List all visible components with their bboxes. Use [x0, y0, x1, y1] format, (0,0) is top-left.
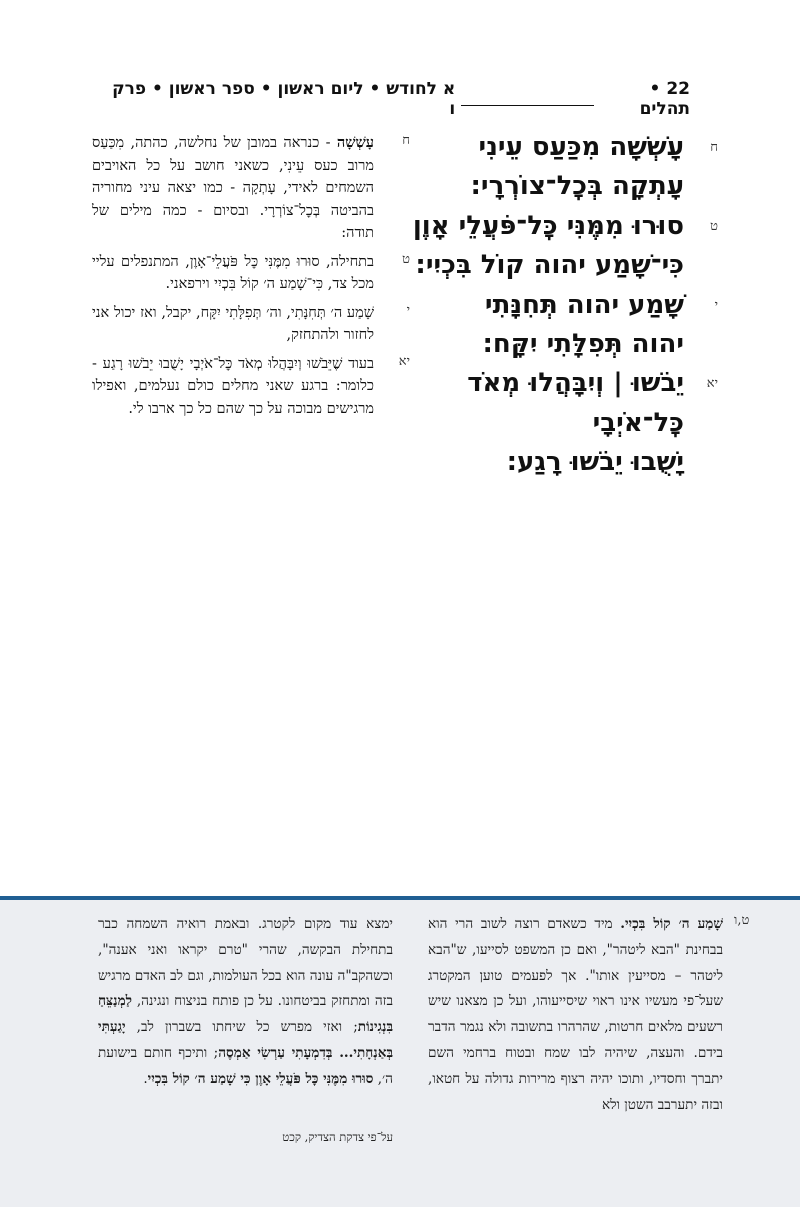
- insight-lead: שָׁמַע ה׳ קוֹל בִּכְיִי.: [620, 916, 723, 932]
- verse-line: [415, 246, 710, 285]
- insight-right-column: [428, 912, 723, 1118]
- insight-left-quote-1: לַמְנַצֵּחַ בִּנְגִינוֹת: [98, 993, 393, 1036]
- verse-number: י: [714, 297, 718, 313]
- verse-line: [420, 325, 710, 364]
- psalm-verses: [412, 128, 718, 483]
- insight-left-quote-2: יָגַעְתִּי בְּאַנְחָתִי... בְּדִמְעָתִי עַרְשִׂי אַמְסֶה: [98, 1019, 393, 1061]
- verse-line: [420, 286, 718, 325]
- book-title: תהלים: [639, 99, 690, 119]
- insight-left-part-2: ; ואזי מפרש כל שיחתו בשברון לב,: [125, 1019, 358, 1036]
- running-header: [105, 79, 690, 119]
- verse-text: סוּרוּ מִמֶּנִּי כׇּל־פֹּעֲלֵי אָוֶן: [412, 210, 684, 241]
- commentary-body: בתחילה, סוּרוּ מִמֶּנִּי כׇּל פֹּעֲלֵי־אָוֶן, המתנפלים עליי מכל צד, כִּי־שָׁמַע ה׳ קוֹל בִּכְיִי וירפאני.: [92, 253, 374, 292]
- verse-line: [420, 128, 718, 167]
- verse-number: ח: [710, 140, 718, 155]
- header-rule: [461, 92, 594, 106]
- commentary-block: [92, 132, 410, 245]
- verse-text: עָשְׁשָׁה מִכַּעַס עֵינִי: [478, 132, 684, 162]
- commentary-block: [92, 353, 410, 421]
- insight-left-text: [98, 912, 393, 1093]
- insight-left-part-3: ; ותיכף חותם בישועת ה׳,: [98, 1044, 393, 1087]
- verse-text: יֵבֹשׁוּ | וְיִבָּהֲלוּ מְאֹד: [467, 368, 684, 399]
- verse-line: [420, 404, 710, 443]
- insight-left-part-1: ימצא עוד מקום לקטרג. ובאמת רואיה השמחה כבר בתחילת הבקשה, שהרי "טרם יקראו ואני אענה", וכשהקב"ה עונה הוא בכל העולמות, וגם לב האדם מרגיש בזה ומתחזק בביטחונו. על כן פותח בניצוח ונגינה,: [98, 916, 393, 1010]
- commentary-verse-number: יא: [398, 353, 410, 369]
- commentary-verse-number: י: [406, 302, 410, 318]
- verse-line: [420, 364, 718, 403]
- verse-line: [420, 167, 710, 206]
- insight-left-quote-3: סוּרוּ מִמֶּנִּי כׇּל פֹּעֲלֵי אָוֶן כִּי שָׁמַע ה׳ קוֹל בִּכְיִי: [147, 1070, 374, 1087]
- insight-right-body: מיד כשאדם רוצה לשוב הרי הוא בבחינת "הבא ליטהר", ואם כן המשפט לסייעו, ש"הבא ליטהר – מסייעין אותו". אך לפעמים טוען המקטרג שעל־פי מעשיו אינו ראוי שיסייעוהו, ועל כן מצאנו שיש רשעים מלאים חרטות, שהרהרו בתשובה ולא נגמר הדבר בידם. והעצה, שיהיה לבו שמח ובטוח ברחמי השם יתברך וחסדיו, ותוכו יהיה רצוף מרירות גדולה על חטאו, ובזה יתערבב השטן ולא: [428, 916, 723, 1113]
- insight-verse-ref: ט,ו: [734, 913, 750, 928]
- verse-text: יָשֻׁבוּ יֵבֹשׁוּ רָגַע:: [506, 447, 684, 478]
- commentary-text: [92, 353, 374, 421]
- verse-text: שָׁמַע יהוה תְּחִנָּתִי: [484, 289, 684, 320]
- verse-line: [412, 207, 718, 246]
- commentary-block: [92, 302, 410, 347]
- insight-left-column: [98, 912, 393, 1093]
- commentary-verse-number: ח: [402, 133, 410, 148]
- verse-number: ט: [710, 218, 718, 234]
- verse-text: כׇּל־אֹיְבָי: [592, 407, 684, 438]
- header-page-book: [594, 79, 690, 119]
- page-number: 22: [666, 79, 690, 99]
- verse-text: עָתְקָה בְּכׇל־צוֹרְרָי:: [470, 171, 684, 202]
- verse-line: [420, 443, 710, 482]
- commentary-text: [92, 302, 374, 347]
- commentary-verse-number: ט: [402, 251, 410, 267]
- insight-left-part-4: .: [143, 1070, 148, 1087]
- verse-text: יהוה תְּפִלָּתִי יִקָּח:: [482, 328, 684, 359]
- header-schedule-group: [105, 79, 594, 119]
- verse-number: יא: [706, 376, 718, 392]
- commentary-body: - כנראה במובן של נחלשה, כהתה, מִכַּעַס מרוב כעס עֵינִי, כשאני חושב על כל האויבים השמחים לאידי, עָתְקָה - כמו יצאה עיני מחוריה בהביטה בְּכׇל־צוֹרְרָי. ובסיום - כמה מילים של תודה:: [92, 135, 374, 241]
- commentary-lead-word: עָשְׁשָׁה: [336, 134, 374, 151]
- commentary-block: [92, 251, 410, 296]
- verse-text: כִּי־שָׁמַע יהוה קוֹל בִּכְיִי:: [415, 250, 684, 281]
- source-citation: על־פי צדקת הצדיק, קכט: [282, 1130, 393, 1144]
- commentary-column: [92, 132, 410, 426]
- commentary-body: שָׁמַע ה׳ תְּחִנָּתִי, וה׳ תְּפִלָּתִי יִקָּח, יקבל, ואז יכול אני לחזור ולהתחזק,: [92, 304, 374, 343]
- header-separator: •: [649, 79, 661, 99]
- reading-schedule: א לחודש • ליום ראשון • ספר ראשון • פרק ו: [112, 79, 456, 119]
- commentary-body: בעוד שֶׁיֵּבֹשׁוּ וְיִבָּהֲלוּ מְאֹד כׇּל־אֹיְבָי יָשֻׁבוּ יֵבֹשׁוּ רָגַע - כלומר: ברגע שאני מחלים כולם נעלמים, ואפילו מרגישים מבוכה על כך שהם כל כך ארבו לי.: [92, 355, 374, 417]
- commentary-text: [92, 251, 374, 296]
- commentary-text: [92, 132, 374, 245]
- insight-right-text: [428, 912, 723, 1118]
